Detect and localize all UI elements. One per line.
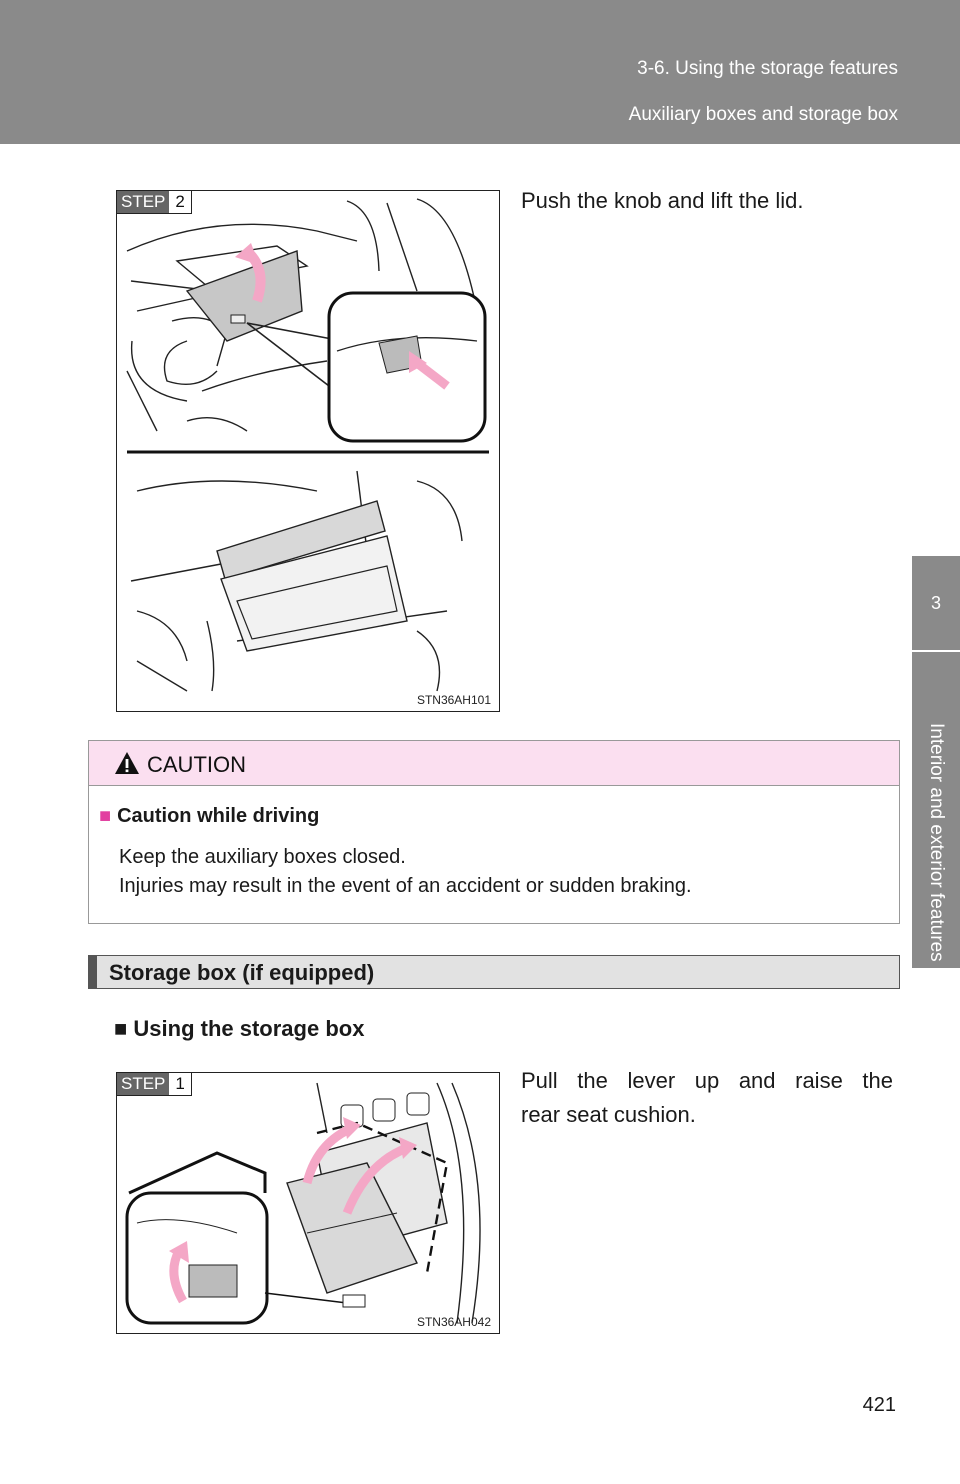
instruction-line: rear seat cushion.	[521, 1102, 696, 1127]
side-tab-divider	[912, 650, 960, 652]
figure-armrest-box	[116, 190, 500, 712]
instruction-line: Pull the lever up and raise the	[521, 1068, 893, 1093]
instruction-text	[521, 1064, 893, 1132]
section-heading-bar	[88, 955, 900, 989]
chapter-number: 3	[930, 593, 941, 613]
header-section-title: 3-6. Using the storage features	[637, 58, 898, 79]
step-label: STEP	[117, 191, 169, 213]
page-number: 421	[862, 1394, 896, 1416]
section-title: Storage box (if equipped)	[109, 960, 375, 985]
step-number: 2	[169, 191, 190, 213]
caution-line: Injuries may result in the event of an accident or sudden braking.	[119, 875, 692, 897]
square-bullet-icon: ■	[99, 805, 112, 827]
step-number: 1	[169, 1073, 190, 1095]
step-badge	[117, 191, 192, 214]
page-header	[0, 0, 960, 144]
subheading: ■ Using the storage box	[114, 1016, 365, 1041]
rear-seat-illustration	[117, 1073, 498, 1332]
figure-code: STN36AH101	[416, 693, 491, 707]
caution-header	[89, 741, 899, 786]
step-badge	[117, 1073, 192, 1096]
instruction-text: Push the knob and lift the lid.	[521, 188, 804, 213]
square-bullet-icon: ■	[114, 1016, 134, 1041]
caution-item-title: ■ Caution while driving	[99, 805, 320, 827]
figure-rear-seat	[116, 1072, 500, 1334]
figure-code: STN36AH042	[416, 1315, 491, 1329]
caution-line: Keep the auxiliary boxes closed.	[119, 846, 406, 868]
warning-triangle-icon	[113, 750, 141, 776]
caution-box	[88, 740, 900, 924]
chapter-label: Interior and exterior features	[926, 723, 947, 962]
step-label: STEP	[117, 1073, 169, 1095]
armrest-box-illustration	[117, 191, 498, 710]
header-subsection-title: Auxiliary boxes and storage box	[628, 104, 898, 125]
caution-text	[119, 843, 692, 901]
caution-title: CAUTION	[147, 752, 246, 777]
